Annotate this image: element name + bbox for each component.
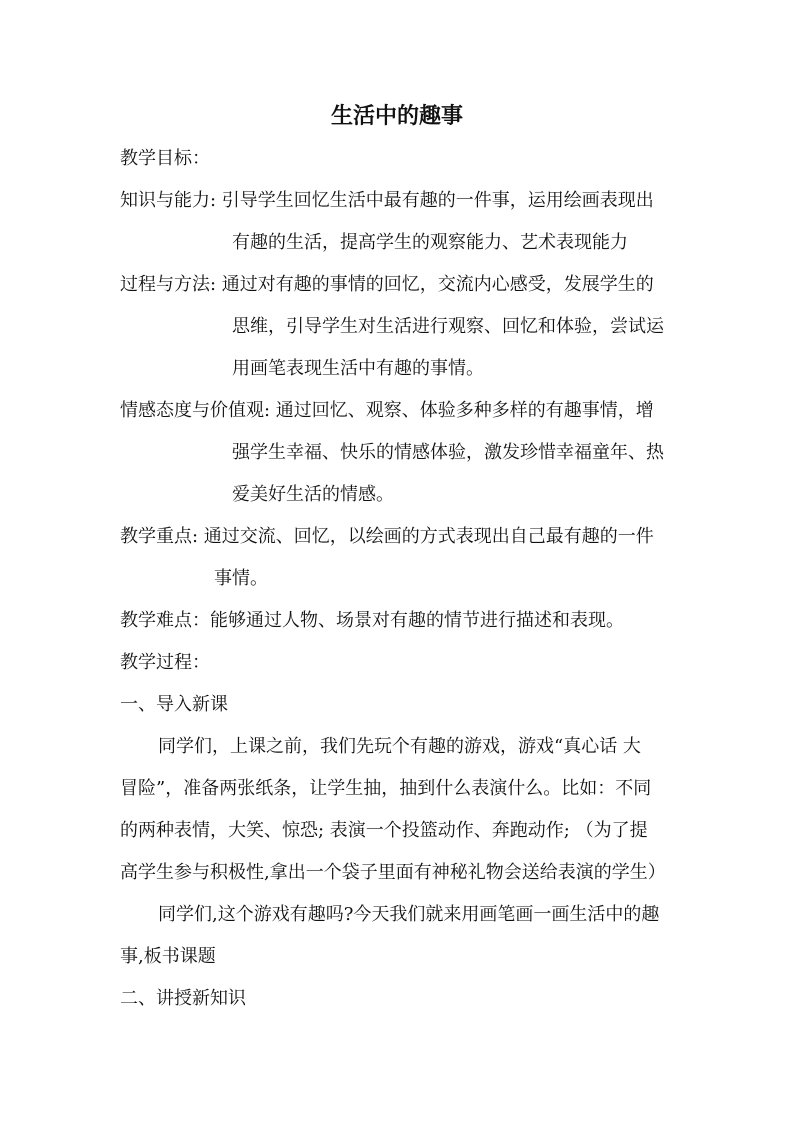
paragraph-line: 思维，引导学生对生活进行观察、回忆和体验，尝试运 — [232, 316, 664, 337]
section-heading-process: 教学过程： — [120, 652, 210, 673]
paragraph-line: 教学难点：能够通过人物、场景对有趣的情节进行描述和表现。 — [120, 610, 624, 631]
page-title: 生活中的趣事 — [330, 103, 463, 129]
section-heading-new-knowledge: 二、讲授新知识 — [120, 988, 246, 1009]
paragraph-line: 的两种表情，大笑、惊恐; 表演一个投篮动作、奔跑动作; （为了提 — [120, 820, 648, 841]
paragraph-line: 教学重点: 通过交流、回忆，以绘画的方式表现出自己最有趣的一件 — [120, 526, 654, 547]
paragraph-line: 事情。 — [214, 568, 268, 589]
section-heading-objectives: 教学目标： — [120, 148, 210, 169]
paragraph-line: 同学们，上课之前，我们先玩个有趣的游戏，游戏“真心话 大 — [158, 736, 641, 757]
paragraph-line: 过程与方法: 通过对有趣的事情的回忆，交流内心感受，发展学生的 — [120, 274, 654, 295]
paragraph-line: 知识与能力: 引导学生回忆生活中最有趣的一件事，运用绘画表现出 — [120, 190, 654, 211]
section-heading-intro: 一、导入新课 — [120, 694, 228, 715]
paragraph-line: 冒险”，准备两张纸条，让学生抽，抽到什么表演什么。比如：不同 — [120, 778, 652, 799]
paragraph-line: 强学生幸福、快乐的情感体验，激发珍惜幸福童年、热 — [232, 442, 664, 463]
paragraph-line: 爱美好生活的情感。 — [232, 484, 394, 505]
paragraph-line: 用画笔表现生活中有趣的事情。 — [232, 358, 484, 379]
paragraph-line: 情感态度与价值观: 通过回忆、观察、体验多种多样的有趣事情，增 — [120, 400, 654, 421]
paragraph-line: 同学们,这个游戏有趣吗?今天我们就来用画笔画一画生活中的趣 — [158, 904, 660, 925]
paragraph-line: 事,板书课题 — [120, 946, 216, 967]
paragraph-line: 高学生参与积极性,拿出一个袋子里面有神秘礼物会送给表演的学生） — [120, 862, 666, 883]
paragraph-line: 有趣的生活，提高学生的观察能力、艺术表现能力 — [232, 232, 628, 253]
